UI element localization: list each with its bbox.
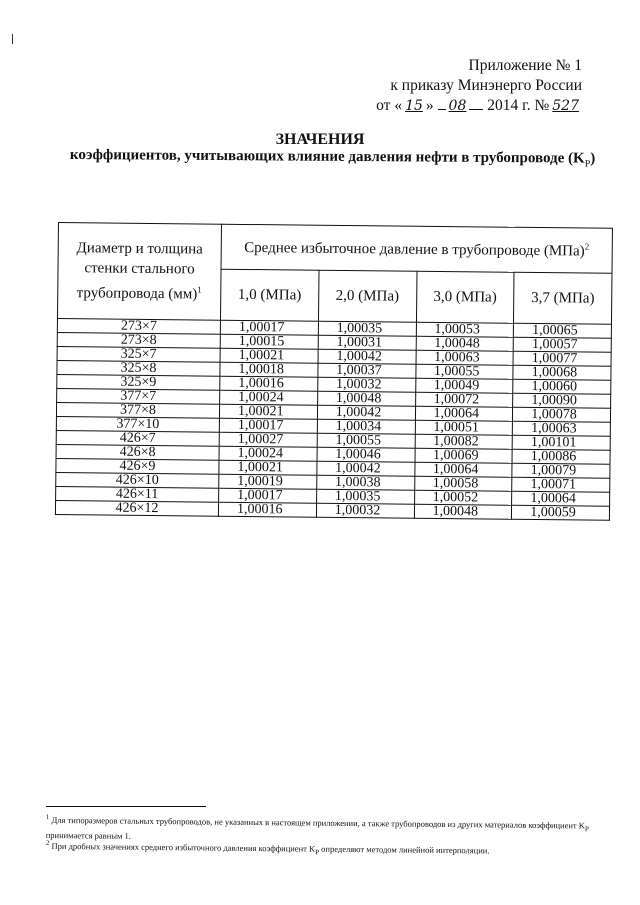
diameter-cell: 426×12 (55, 500, 218, 516)
value-cell: 1,00053 (416, 322, 514, 337)
coefficients-table-wrapper (55, 222, 613, 521)
diameter-cell: 426×9 (56, 458, 219, 474)
value-cell: 1,00071 (512, 477, 610, 492)
value-cell: 1,00018 (220, 362, 318, 377)
value-cell: 1,00064 (512, 491, 610, 506)
value-cell: 1,00086 (512, 449, 610, 464)
value-cell: 1,00090 (513, 393, 611, 408)
scan-mark (12, 34, 13, 44)
diameter-cell: 325×8 (57, 360, 220, 376)
footnote-1: $^1$ Для типоразмеров стальных трубопроводов, не указанных в настоящем приложении, а также трубопроводов из других материалов коэффициент $K_P$ принимается равным 1. (45, 812, 589, 841)
value-cell: 1,00069 (415, 448, 513, 463)
diameter-cell: 325×9 (57, 374, 220, 390)
coefficients-table (55, 222, 613, 521)
document-title: ЗНАЧЕНИЯ (275, 131, 365, 148)
diameter-cell: 426×7 (56, 430, 219, 446)
value-cell: 1,00015 (220, 334, 318, 349)
order-number: 527 (552, 98, 579, 114)
value-cell: 1,00035 (316, 489, 414, 504)
order-month: 08 (448, 98, 467, 114)
value-cell: 1,00048 (317, 391, 415, 406)
value-cell: 1,00037 (318, 363, 416, 378)
value-cell: 1,00079 (512, 463, 610, 478)
header-pressure-2-0: 2,0 (МПа) (318, 270, 416, 322)
footnote-2: $^2$ При дробных значениях среднего избыточного давления коэффициент $K_P$ определяют методом линейной интерполяции. (45, 838, 490, 857)
value-cell: 1,00068 (513, 365, 611, 380)
footnote-divider (46, 806, 206, 807)
header-pressure: Среднее избыточное давление в трубопроводе (МПа)$^2$ (221, 224, 612, 273)
diameter-cell: 325×7 (57, 346, 220, 362)
value-cell: 1,00042 (317, 405, 415, 420)
appendix-number: Приложение № 1 (468, 57, 582, 74)
value-cell: 1,00034 (317, 419, 415, 434)
value-cell: 1,00042 (317, 461, 415, 476)
value-cell: 1,00101 (512, 435, 610, 450)
value-cell: 1,00049 (415, 378, 513, 393)
value-cell: 1,00019 (219, 474, 317, 489)
value-cell: 1,00055 (415, 364, 513, 379)
value-cell: 1,00042 (318, 349, 416, 364)
value-cell: 1,00052 (414, 490, 512, 505)
value-cell: 1,00046 (317, 447, 415, 462)
value-cell: 1,00021 (219, 404, 317, 419)
value-cell: 1,00016 (218, 502, 316, 517)
value-cell: 1,00017 (220, 320, 318, 335)
table-body (55, 318, 611, 520)
value-cell: 1,00024 (219, 446, 317, 461)
value-cell: 1,00048 (416, 336, 514, 351)
value-cell: 1,00082 (415, 434, 513, 449)
value-cell: 1,00035 (318, 321, 416, 336)
value-cell: 1,00017 (219, 488, 317, 503)
value-cell: 1,00055 (317, 433, 415, 448)
value-cell: 1,00063 (513, 421, 611, 436)
value-cell: 1,00032 (316, 503, 414, 518)
value-cell: 1,00031 (318, 335, 416, 350)
value-cell: 1,00064 (414, 462, 512, 477)
value-cell: 1,00058 (414, 476, 512, 491)
value-cell: 1,00024 (220, 390, 318, 405)
value-cell: 1,00063 (416, 350, 514, 365)
order-date-line: от « 15 » 08 2014 г. № 527 (376, 96, 582, 116)
value-cell: 1,00017 (219, 418, 317, 433)
value-cell: 1,00072 (415, 392, 513, 407)
value-cell: 1,00060 (513, 379, 611, 394)
value-cell: 1,00032 (317, 377, 415, 392)
value-cell: 1,00051 (415, 420, 513, 435)
header-pressure-3-7: 3,7 (МПа) (514, 272, 612, 324)
value-cell: 1,00021 (219, 460, 317, 475)
value-cell: 1,00016 (220, 376, 318, 391)
diameter-cell: 426×10 (56, 472, 219, 488)
order-year: 2014 г. (487, 97, 531, 114)
diameter-cell: 377×10 (56, 416, 219, 432)
header-pressure-3-0: 3,0 (МПа) (416, 271, 514, 323)
value-cell: 1,00064 (415, 406, 513, 421)
order-reference: к приказу Минэнерго России (390, 77, 582, 94)
order-day: 15 (405, 98, 423, 114)
diameter-cell: 377×7 (57, 388, 220, 404)
diameter-cell: 273×8 (57, 332, 220, 348)
value-cell: 1,00077 (513, 351, 611, 366)
value-cell: 1,00057 (513, 337, 611, 352)
value-cell: 1,00059 (512, 505, 610, 520)
value-cell: 1,00021 (220, 348, 318, 363)
value-cell: 1,00027 (219, 432, 317, 447)
diameter-cell: 426×8 (56, 444, 219, 460)
value-cell: 1,00038 (316, 475, 414, 490)
document-subtitle: коэффициентов, учитывающих влияние давления нефти в трубопроводе $(K_P)$ (69, 147, 596, 170)
value-cell: 1,00078 (513, 407, 611, 422)
value-cell: 1,00048 (414, 504, 512, 519)
header-diameter: Диаметр и толщина стенки стального трубопровода (мм)$^1$ (57, 223, 221, 321)
diameter-cell: 426×11 (56, 486, 219, 502)
header-pressure-1-0: 1,0 (МПа) (220, 269, 318, 321)
diameter-cell: 273×7 (57, 318, 220, 334)
value-cell: 1,00065 (514, 323, 612, 338)
appendix-header (376, 56, 582, 116)
diameter-cell: 377×8 (56, 402, 219, 418)
